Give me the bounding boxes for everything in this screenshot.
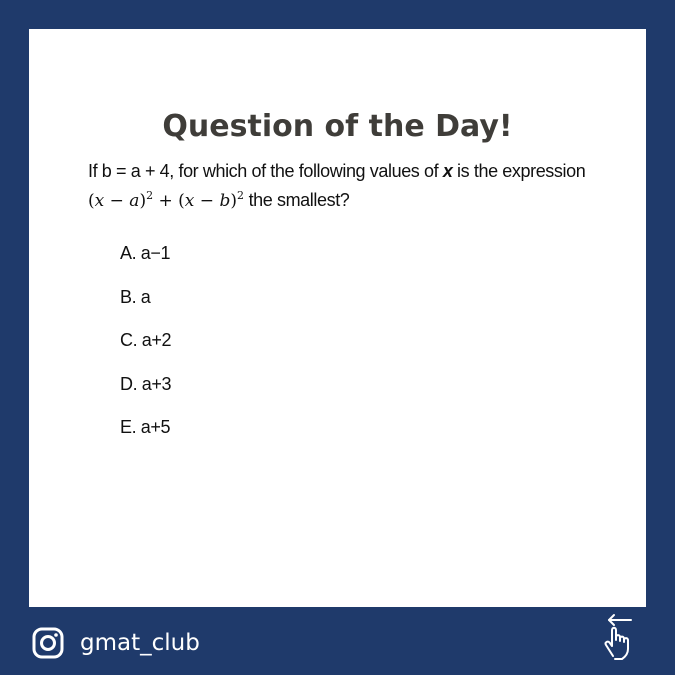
expr-open-paren: ( xyxy=(178,191,185,211)
expr-x: x xyxy=(184,191,195,211)
question-intro: If b = a + 4, for which of the following values of xyxy=(88,161,443,181)
answer-choice-c[interactable]: C. a+2 xyxy=(120,330,172,350)
expr-minus: − xyxy=(104,191,130,211)
expr-exponent: 2 xyxy=(236,189,244,202)
swipe-hand-icon xyxy=(598,611,642,665)
social-handle[interactable]: gmat_club xyxy=(80,630,200,656)
expr-a: a xyxy=(129,191,140,211)
question-suffix: the smallest? xyxy=(243,190,350,210)
answer-choice-e[interactable]: E. a+5 xyxy=(120,417,171,437)
expr-b: b xyxy=(219,191,231,211)
question-variable: x xyxy=(442,161,453,181)
expr-plus: + xyxy=(153,191,179,211)
expr-minus: − xyxy=(194,191,220,211)
question-rest: is the expression xyxy=(452,161,586,181)
footer xyxy=(0,607,675,675)
question-card xyxy=(29,29,646,607)
expr-open-paren: ( xyxy=(88,191,95,211)
answer-choices xyxy=(120,243,171,461)
expr-close-paren: ) xyxy=(139,191,147,211)
question-expression xyxy=(88,191,244,211)
expr-x: x xyxy=(94,191,105,211)
page-title: Question of the Day! xyxy=(162,109,513,144)
expr-exponent: 2 xyxy=(146,189,154,202)
answer-choice-d[interactable]: D. a+3 xyxy=(120,373,172,394)
answer-choice-b[interactable]: B. a xyxy=(120,286,151,307)
question-text xyxy=(88,157,628,216)
instagram-icon[interactable] xyxy=(32,627,64,659)
answer-choice-a[interactable]: A. a−1 xyxy=(120,243,171,263)
expr-close-paren: ) xyxy=(230,191,237,211)
